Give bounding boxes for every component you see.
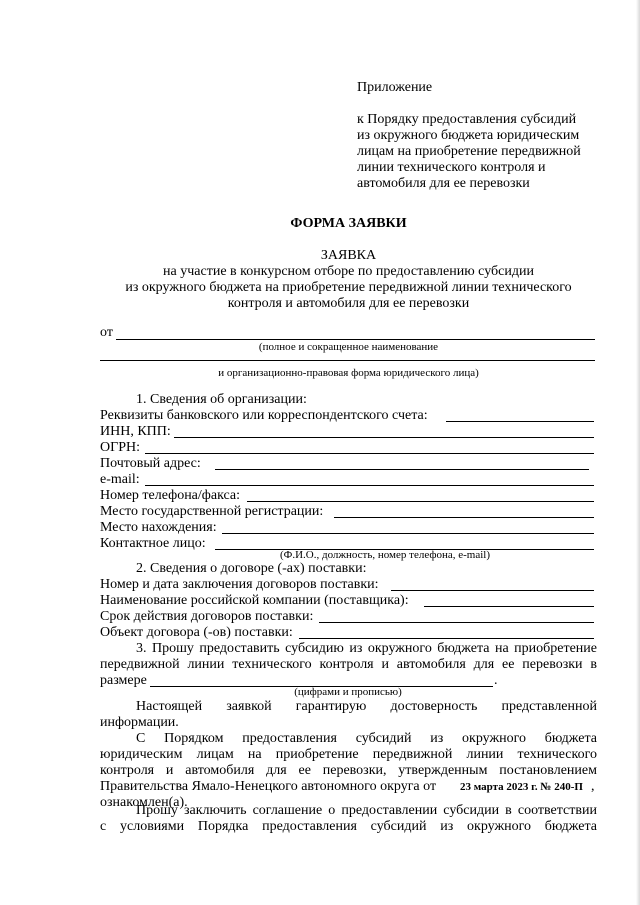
section3-paragraph [100,641,597,673]
familiar-line: С Порядком предоставления субсидий из окружного бюджета [136,731,597,746]
field-label: e-mail: [100,472,140,487]
field-label: Реквизиты банковского или корреспондентского счета: [100,408,428,423]
field-contract-object-line[interactable] [299,638,594,639]
field-inn-kpp-line[interactable] [174,437,594,438]
field-label: ИНН, КПП: [100,424,171,439]
appendix-line: к Порядку предоставления субсидий [357,112,577,127]
field-label: Срок действия договоров поставки: [100,609,314,624]
field-contract-number-date-line[interactable] [391,590,594,591]
agreement-line: с условиями Порядка предоставления субсидий из окружного бюджета [100,819,597,834]
zayavka-subtitle-line: из окружного бюджета на приобретение передвижной линии технического [125,280,572,295]
section3-line: передвижной линии технического контроля и автомобиля для ее перевозки в [100,657,597,672]
form-title: ФОРМА ЗАЯВКИ [290,216,407,231]
field-inn-kpp [100,424,597,440]
decree-date: 23 марта 2023 г. № 240-П [460,781,583,793]
from-form-line[interactable] [100,360,595,361]
field-label: Номер телефона/факса: [100,488,241,503]
field-ogrn-line[interactable] [145,453,594,454]
appendix-line: из окружного бюджета юридическим [357,128,580,143]
field-supplier-name [100,593,597,609]
field-location [100,520,597,536]
appendix-line: лицам на приобретение передвижной [357,144,581,159]
appendix-block [357,80,597,192]
from-name-line[interactable] [116,339,595,340]
field-contract-object [100,625,597,641]
familiar-line: контроля и автомобиля для ее перевозки, утвержденным постановлением [100,763,597,778]
decree-comma: , [591,779,595,794]
familiar-paragraph [100,731,597,811]
appendix-title: Приложение [357,80,433,95]
familiar-line: юридическим лицам на приобретение передвижной линии технического [100,747,597,762]
field-label: Место государственной регистрации: [100,504,324,519]
field-contract-number-date [100,577,597,593]
field-registration-place [100,504,597,520]
zayavka-subtitle-line: на участие в конкурсном отборе по предоставлению субсидии [163,264,534,279]
field-phone-fax [100,488,597,504]
field-label: ОГРН: [100,440,140,455]
field-label: Объект договора (-ов) поставки: [100,625,293,640]
field-bank-account-line[interactable] [446,421,594,422]
field-contract-term-line[interactable] [319,622,594,623]
field-label: Контактное лицо: [100,536,206,551]
field-ogrn [100,440,597,456]
field-supplier-name-line[interactable] [424,606,594,607]
field-email [100,472,597,488]
appendix-line: линии технического контроля и [357,160,546,175]
section1-heading: 1. Сведения об организации: [136,392,307,407]
field-postal-address-line[interactable] [215,469,589,470]
agreement-paragraph [100,803,597,835]
field-location-line[interactable] [222,533,594,534]
guarantee-line: Настоящей заявкой гарантирую достоверность представленной [136,699,597,714]
page-edge-shadow [636,0,640,905]
field-label: Почтовый адрес: [100,456,201,471]
guarantee-line: информации. [100,715,179,730]
familiar-line: ознакомлен(а). [100,795,188,810]
appendix-line: автомобиля для ее перевозки [357,176,530,191]
guarantee-paragraph [100,699,597,731]
field-label: Место нахождения: [100,520,217,535]
field-bank-account [100,408,597,424]
section2-heading: 2. Сведения о договоре (-ах) поставки: [136,561,367,576]
amount-caption: (цифрами и прописью) [294,686,402,698]
familiar-text: Правительства Ямало-Ненецкого автономного округа от [100,779,437,794]
familiar-line-date [100,779,597,795]
field-contract-term [100,609,597,625]
field-label: размере [100,673,147,688]
agreement-line: Прошу заключить соглашение о предоставлении субсидии в соответствии [136,803,597,818]
field-postal-address [100,456,597,472]
field-registration-place-line[interactable] [334,517,594,518]
from-caption-form: и организационно-правовая форма юридического лица) [218,367,479,379]
field-email-line[interactable] [145,485,594,486]
zayavka-title: ЗАЯВКА [320,248,377,263]
contact-caption: (Ф.И.О., должность, номер телефона, e-mail) [279,549,491,561]
amount-period: . [494,673,498,688]
section3-line: 3. Прошу предоставить субсидию из окружного бюджета на приобретение [136,641,597,656]
zayavka-block [100,248,597,312]
field-phone-fax-line[interactable] [247,501,594,502]
from-label: от [100,325,113,340]
zayavka-subtitle-line: контроля и автомобиля для ее перевозки [227,296,470,311]
field-label: Номер и дата заключения договоров поставки: [100,577,379,592]
field-label: Наименование российской компании (поставщика): [100,593,409,608]
from-caption-name: (полное и сокращенное наименование [258,341,439,353]
